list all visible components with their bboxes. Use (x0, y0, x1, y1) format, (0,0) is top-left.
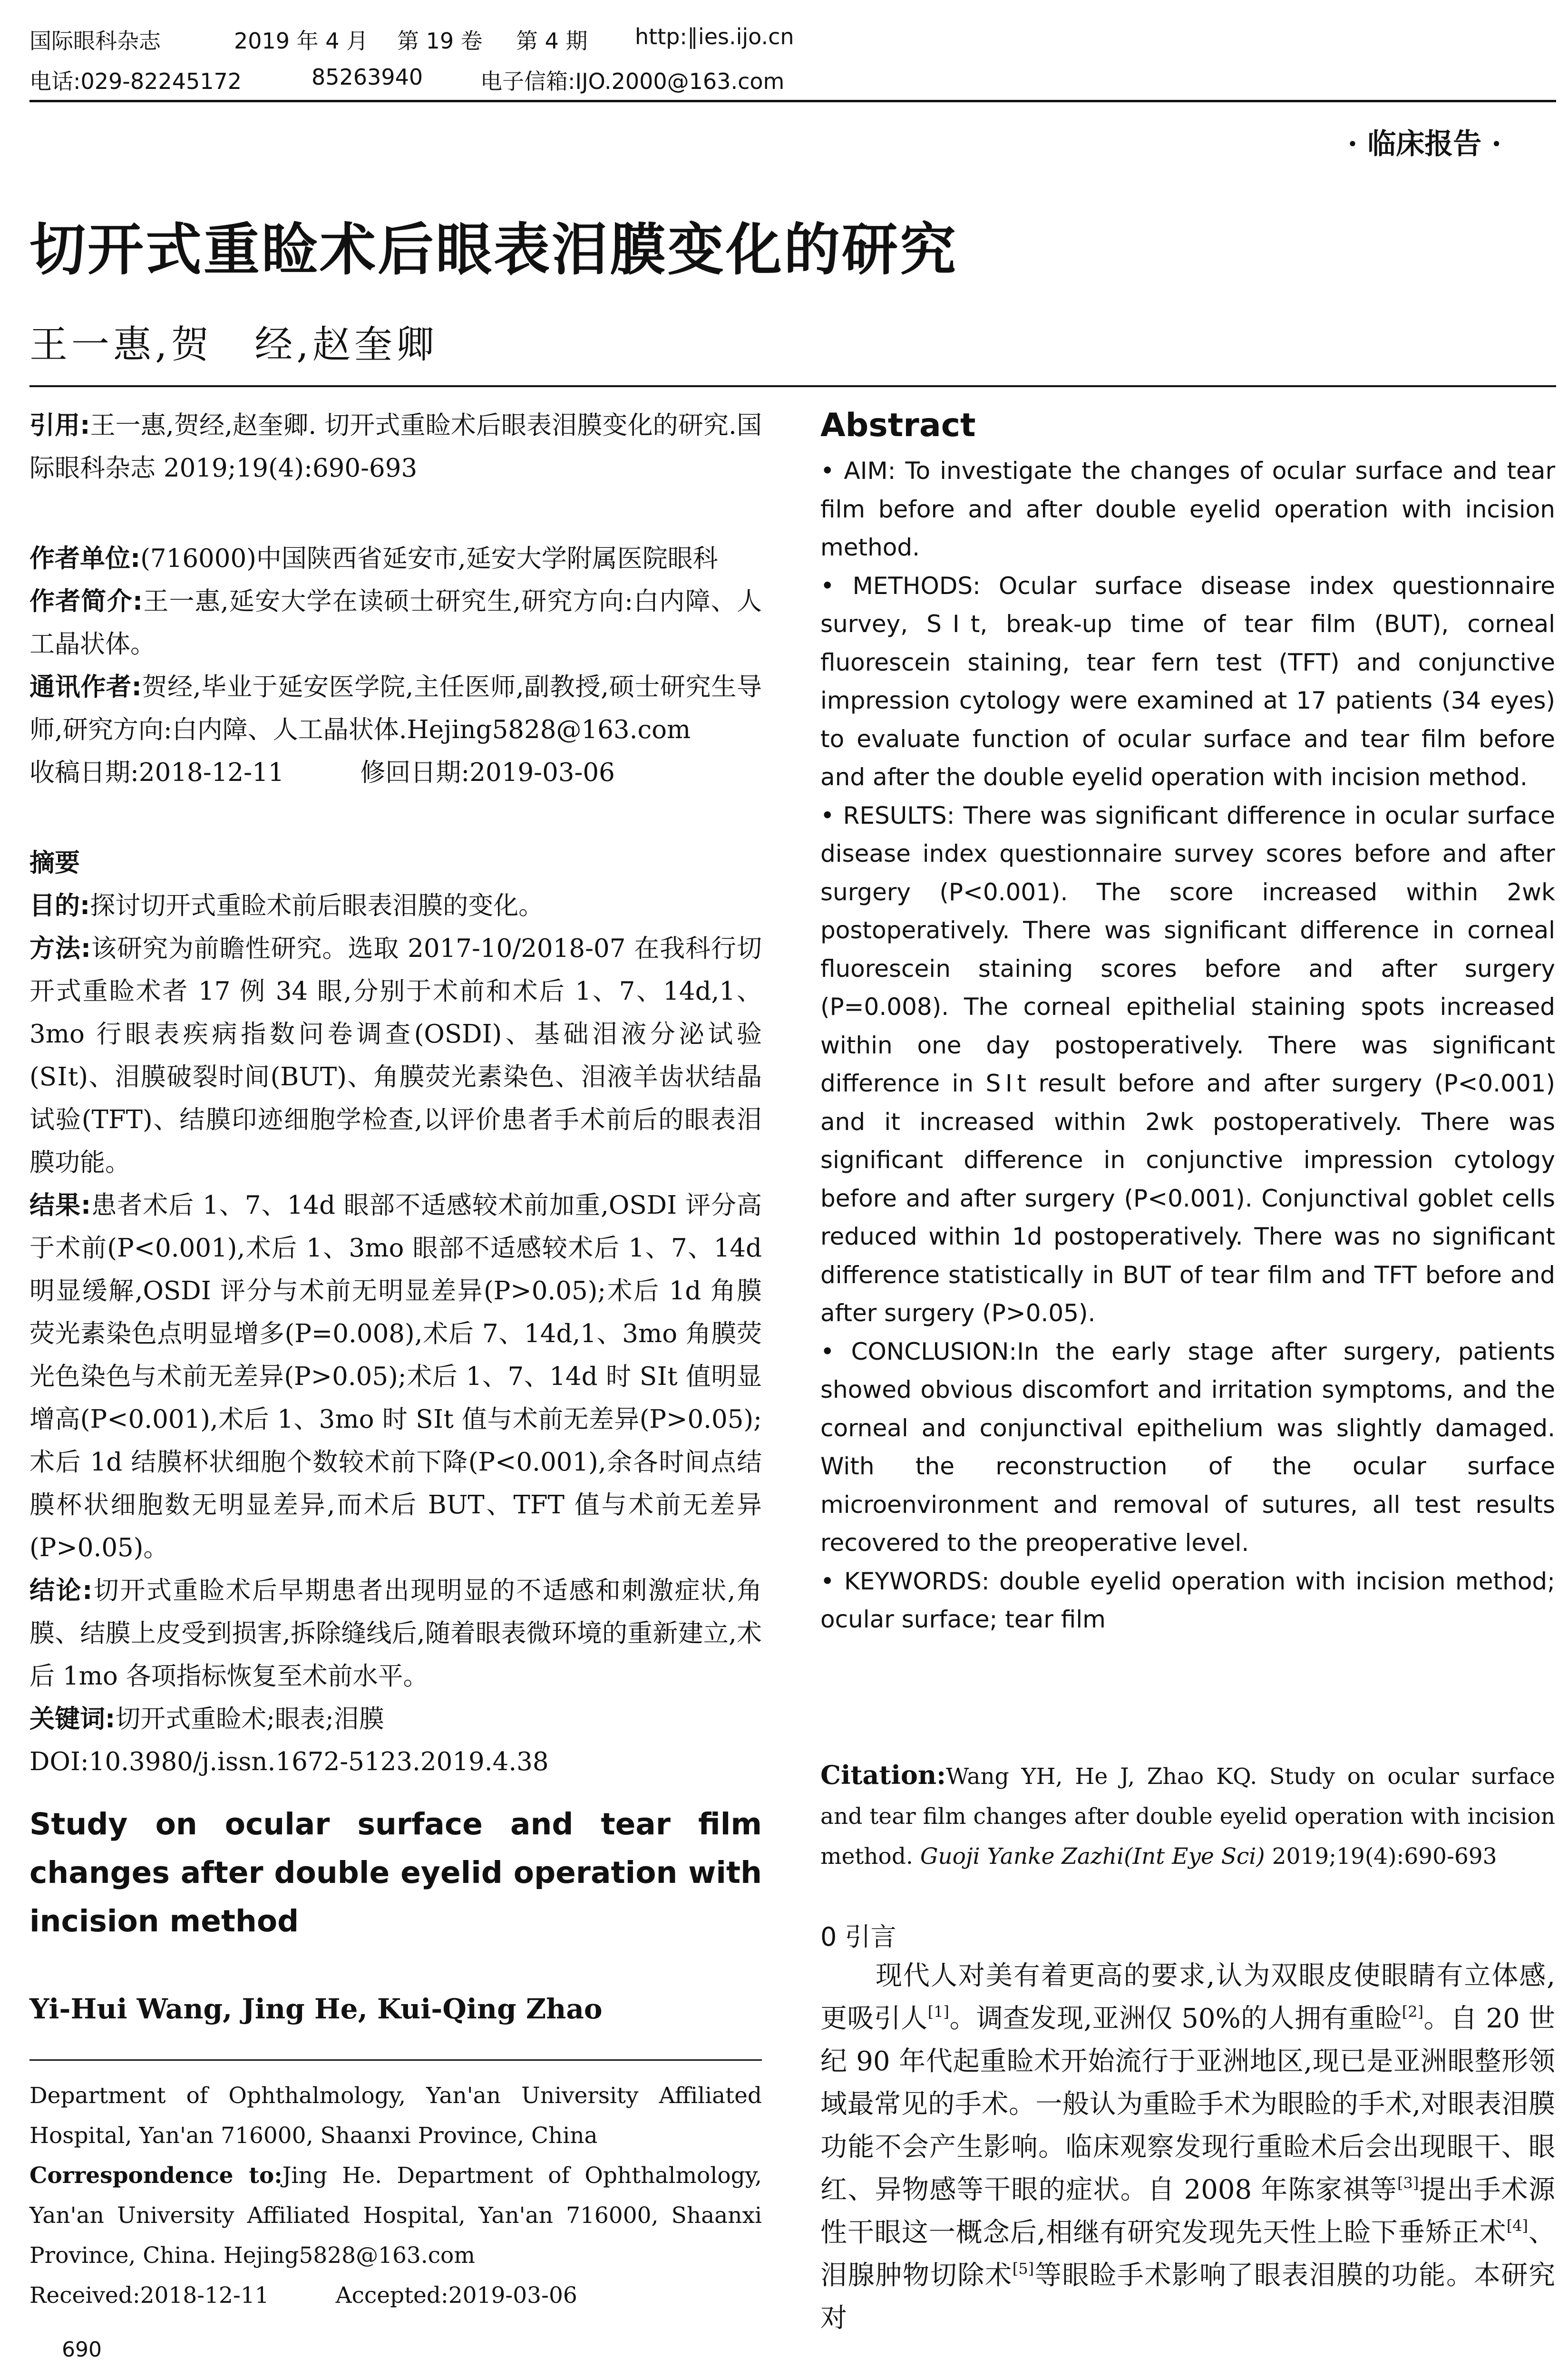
received-en: Received:2018-12-11 (29, 2282, 269, 2309)
conclusion-en (820, 1333, 1555, 1562)
methods-cn-text: 该研究为前瞻性研究。选取 2017-10/2018-07 在我科行切开式重睑术者 17 例 34 眼,分别于术前和术后 1、7、14d,1、3mo 行眼表疾病指数问卷调查(OSDI)、基础泪液分泌试验(SⅠt)、泪膜破裂时间(BUT)、角膜荧光素染色、泪液羊齿状结晶试验(TFT)、结膜印迹细胞学检查,以评价患者手术前后的眼表泪膜功能。 (29, 934, 762, 1177)
conclusion-en-text: In the early stage after surgery, patients showed obvious discomfort and irritation symptoms, and the corneal and conjunctival epithelium was slightly damaged. With the reconstruction of the ocular surface microenvironment and removal of sutures, all test results recovered to the preoperative level. (820, 1337, 1555, 1557)
aim-cn-label: 目的: (29, 891, 90, 920)
keywords-en-text: double eyelid operation with incision method; ocular surface; tear film (820, 1567, 1555, 1633)
doi[interactable]: DOI:10.3980/j.issn.1672-5123.2019.4.38 (29, 1747, 549, 1776)
ref-4[interactable]: [4] (1506, 2217, 1529, 2235)
author-bio (29, 580, 762, 666)
intro-text-5: 、泪腺肿物切除术 (820, 2217, 1555, 2291)
intro-heading: 0 引言 (820, 1922, 896, 1952)
citation-cn-label: 引用: (29, 411, 90, 440)
author-bio-text: 王一惠,延安大学在读硕士研究生,研究方向:白内障、人工晶状体。 (29, 587, 762, 659)
department-en: Department of Ophthalmology, Yan'an University Affiliated Hospital, Yan'an 716000, Shaanxi Province, China (29, 2083, 762, 2149)
dates-cn (29, 751, 762, 794)
issue-number: 第 4 期 (516, 28, 588, 54)
affiliation-cn (29, 537, 762, 580)
methods-cn-label: 方法: (29, 934, 91, 963)
aim-cn (29, 885, 762, 927)
corresponding-author-cn-label: 通讯作者: (29, 672, 142, 701)
abstract-en-body (820, 452, 1555, 1639)
methods-cn (29, 927, 762, 1184)
keywords-cn (29, 1698, 762, 1741)
intro-paragraph (820, 1955, 1555, 2340)
authors-en: Yi-Hui Wang, Jing He, Kui-Qing Zhao (29, 1993, 603, 2025)
intro-body (820, 1955, 1555, 2340)
header-rule (29, 100, 1556, 102)
intro-text-2: 。调查发现,亚洲仅 50%的人拥有重睑 (949, 2003, 1402, 2034)
results-en (820, 797, 1555, 1333)
affiliation-rule (29, 2059, 762, 2061)
keywords-en-label: • KEYWORDS: (820, 1567, 990, 1595)
ref-1[interactable]: [1] (927, 2003, 950, 2021)
ref-5[interactable]: [5] (1012, 2260, 1034, 2278)
abstract-cn-heading: 摘要 (29, 848, 80, 877)
results-cn (29, 1184, 762, 1569)
journal-url[interactable]: http:∥ies.ijo.cn (635, 24, 794, 49)
results-en-text: There was significant difference in ocular surface disease index questionnaire survey scores before and after surgery (P<0.001). The score increased within 2wk postoperatively. There was significant difference in corneal fluorescein staining scores before and after surgery (P=0.008). The corneal epithelial staining spots increased within one day postoperatively. There was significant difference in SⅠt result before and after surgery (P<0.001) and it increased within 2wk postoperatively. There was significant difference in conjunctive impression cytology before and after surgery (P<0.001). Conjunctival goblet cells reduced within 1d postoperatively. There was no significant difference statistically in BUT of tear film and TFT before and after surgery (P>0.05). (820, 801, 1555, 1327)
citation-en-text: Wang YH, He J, Zhao KQ. Study on ocular surface and tear film changes after double eyelid operation with incision method. (820, 1763, 1555, 1870)
conclusion-cn (29, 1569, 762, 1698)
affiliation-cn-label: 作者单位: (29, 544, 141, 573)
citation-en-tail: 2019;19(4):690-693 (1265, 1843, 1497, 1870)
ref-2[interactable]: [2] (1402, 2003, 1424, 2021)
aim-cn-text: 探讨切开式重睑术前后眼表泪膜的变化。 (90, 891, 544, 920)
revised-cn-label: 修回日期: (360, 758, 470, 787)
corresponding-author-cn-text: 贺经,毕业于延安医学院,主任医师,副教授,硕士研究生导师,研究方向:白内障、人工晶状体.Hejing5828@163.com (29, 672, 762, 744)
aim-en-label: • AIM: (820, 457, 896, 485)
title-en: Study on ocular surface and tear film changes after double eyelid operation with incision method (29, 1807, 762, 1939)
intro-text-4: 提出手术源性干眼这一概念后,相继有研究发现先天性上睑下垂矫正术 (820, 2174, 1556, 2248)
affiliation-cn-text: (716000)中国陕西省延安市,延安大学附属医院眼科 (140, 544, 718, 573)
ref-3[interactable]: [3] (1397, 2174, 1419, 2192)
journal-name: 国际眼科杂志 (29, 28, 161, 54)
methods-en-text: Ocular surface disease index questionnaire survey, SⅠt, break-up time of tear film (BUT), corneal fluorescein staining, tear fern test (TFT) and conjunctive impression cytology were examined at 17 patients (34 eyes) to evaluate function of ocular surface and tear film before and after the double eyelid operation with incision method. (820, 572, 1555, 791)
issue-date: 2019 年 4 月 (234, 28, 369, 54)
citation-en-journal: Guoji Yanke Zazhi(Int Eye Sci) (920, 1843, 1265, 1870)
conclusion-en-label: • CONCLUSION: (820, 1337, 1017, 1365)
volume: 第 19 卷 (397, 28, 483, 54)
keywords-cn-text: 切开式重睑术;眼表;泪膜 (115, 1705, 384, 1734)
aim-en-text: To investigate the changes of ocular surface and tear film before and after double eyelid operation with incision method. (820, 457, 1555, 561)
aim-en (820, 452, 1555, 567)
citation-cn-text: 王一惠,贺经,赵奎卿. 切开式重睑术后眼表泪膜变化的研究.国际眼科杂志 2019;19(4):690-693 (29, 411, 762, 483)
citation-cn (29, 404, 762, 490)
author-bio-label: 作者简介: (29, 587, 143, 616)
journal-email[interactable]: 电子信箱:IJO.2000@163.com (480, 68, 785, 94)
results-en-label: • RESULTS: (820, 801, 955, 829)
citation-en-para (820, 1755, 1555, 1877)
citation-en (820, 1755, 1555, 1877)
keywords-en (820, 1562, 1555, 1639)
page-number: 690 (62, 2338, 102, 2362)
methods-en (820, 567, 1555, 797)
section-tag: · 临床报告 · (1347, 127, 1501, 161)
article-title: 切开式重睑术后眼表泪膜变化的研究 (29, 217, 958, 283)
results-cn-text: 患者术后 1、7、14d 眼部不适感较术前加重,OSDI 评分高于术前(P<0.001),术后 1、3mo 眼部不适感较术后 1、7、14d 明显缓解,OSDI 评分与术前无明显差异(P>0.05);术后 1d 角膜荧光素染色点明显增多(P=0.008),术后 7、14d,1、3mo 角膜荧光色染色与术前无差异(P>0.05);术后 1、7、14d 时 SⅠt 值明显增高(P<0.001),术后 1、3mo 时 SⅠt 值与术前无差异(P>0.05);术后 1d 结膜杯状细胞个数较术前下降(P<0.001),余各时间点结膜杯状细胞数无明显差异,而术后 BUT、TFT 值与术前无差异(P>0.05)。 (29, 1191, 762, 1562)
intro-text-3: 。自 20 世纪 90 年代起重睑术开始流行于亚洲地区,现已是亚洲眼整形领域最常见的手术。一般认为重睑手术为眼睑的手术,对眼表泪膜功能不会产生影响。临床观察发现行重睑术后会出现眼干、眼红、异物感等干眼的症状。自 2008 年陈家祺等 (820, 2003, 1556, 2205)
results-cn-label: 结果: (29, 1191, 91, 1220)
conclusion-cn-label: 结论: (29, 1576, 93, 1605)
keywords-cn-label: 关键词: (29, 1705, 116, 1734)
abstract-en-heading: Abstract (820, 407, 976, 444)
dates-en (29, 2276, 762, 2316)
left-column (29, 404, 762, 1783)
correspondence-en-text: Jing He. Department of Ophthalmology, Yan'an University Affiliated Hospital, Yan'an 716000, Shaanxi Province, China. Hejing5828@163.com (29, 2163, 762, 2269)
intro-text-1: 现代人对美有着更高的要求,认为双眼皮使眼睛有立体感,更吸引人 (820, 1960, 1555, 2034)
received-cn-label: 收稿日期: (29, 758, 139, 787)
conclusion-cn-text: 切开式重睑术后早期患者出现明显的不适感和刺激症状,角膜、结膜上皮受到损害,拆除缝线后,随着眼表微环境的重新建立,术后 1mo 各项指标恢复至术前水平。 (29, 1576, 762, 1691)
accepted-en: Accepted:2019-03-06 (335, 2282, 577, 2309)
correspondence-en-label: Correspondence to: (29, 2163, 282, 2189)
methods-en-label: • METHODS: (820, 572, 981, 600)
intro-text-6: 等眼睑手术影响了眼表泪膜的功能。本研究对 (820, 2260, 1556, 2334)
title-rule (29, 385, 1556, 387)
correspondence-en (29, 2156, 762, 2276)
affiliation-en-block (29, 2076, 762, 2316)
citation-en-label: Citation: (820, 1760, 946, 1790)
phone: 电话:029-82245172 (29, 68, 242, 94)
corresponding-author-cn (29, 666, 762, 751)
authors-cn: 王一惠,贺 经,赵奎卿 (29, 322, 438, 367)
phone-alt: 85263940 (312, 64, 423, 90)
revised-cn-date: 2019-03-06 (469, 758, 615, 787)
received-cn-date: 2018-12-11 (138, 758, 284, 787)
